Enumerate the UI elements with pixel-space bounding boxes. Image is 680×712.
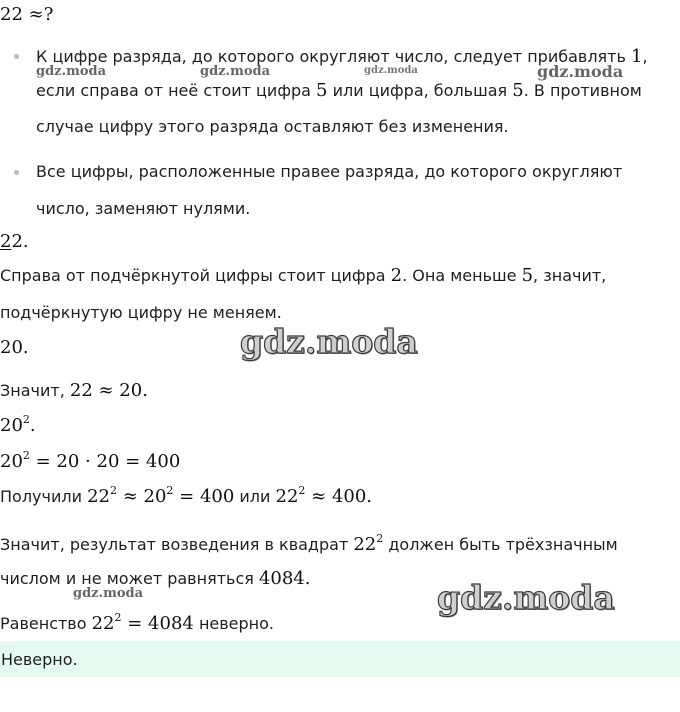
- watermark: gdz.moda: [537, 62, 624, 81]
- rule-1-line-3: случае цифру этого разряда оставляют без изменения.: [36, 117, 509, 136]
- watermark: gdz.moda: [200, 64, 271, 79]
- square-expression: $20^2$.: [0, 413, 36, 436]
- result-line-1: Значит, результат возведения в квадрат $22^2$ должен быть трёхзначным: [0, 532, 618, 555]
- bullet-icon: [14, 170, 19, 175]
- bullet-icon: [14, 54, 19, 59]
- explanation-line-1: Справа от подчёркнутой цифры стоит цифра 2. Она меньше 5, значит,: [0, 265, 607, 286]
- rounded-number: 20.: [0, 337, 29, 358]
- equality-line: Равенство $22^2 = 4084$ неверно.: [0, 611, 275, 634]
- square-calculation: $20^2 = 20 \cdot 20 = 400$: [0, 449, 181, 472]
- conclusion-line: Значит, 22 ≈ 20.: [0, 380, 148, 401]
- answer-box: [0, 641, 680, 677]
- obtained-line: Получили $22^2 \approx 20^2 = 400$ или $22^2 \approx 400$.: [0, 484, 373, 507]
- number-with-underlined-digit: 22.: [0, 231, 29, 252]
- question-header: 22 ≈?: [0, 4, 54, 25]
- watermark: gdz.moda: [240, 322, 418, 361]
- watermark: gdz.moda: [364, 65, 418, 76]
- watermark: gdz.moda: [36, 64, 107, 79]
- underlined-digit: 2: [0, 231, 12, 252]
- explanation-line-2: подчёркнутую цифру не меняем.: [0, 303, 282, 322]
- rule-2-line-1: Все цифры, расположенные правее разряда, до которого округляют: [36, 162, 623, 181]
- rule-2-line-2: число, заменяют нулями.: [36, 199, 251, 218]
- rule-1-line-1: К цифре разряда, до которого округляют число, следует прибавлять 1,: [36, 46, 648, 67]
- result-line-2: числом и не может равняться 4084.: [0, 568, 311, 589]
- watermark: gdz.moda: [437, 578, 615, 617]
- rule-1-line-2: если справа от неё стоит цифра 5 или цифра, большая 5. В противном: [36, 80, 642, 101]
- answer-text: Неверно.: [1, 650, 78, 669]
- watermark: gdz.moda: [73, 586, 144, 601]
